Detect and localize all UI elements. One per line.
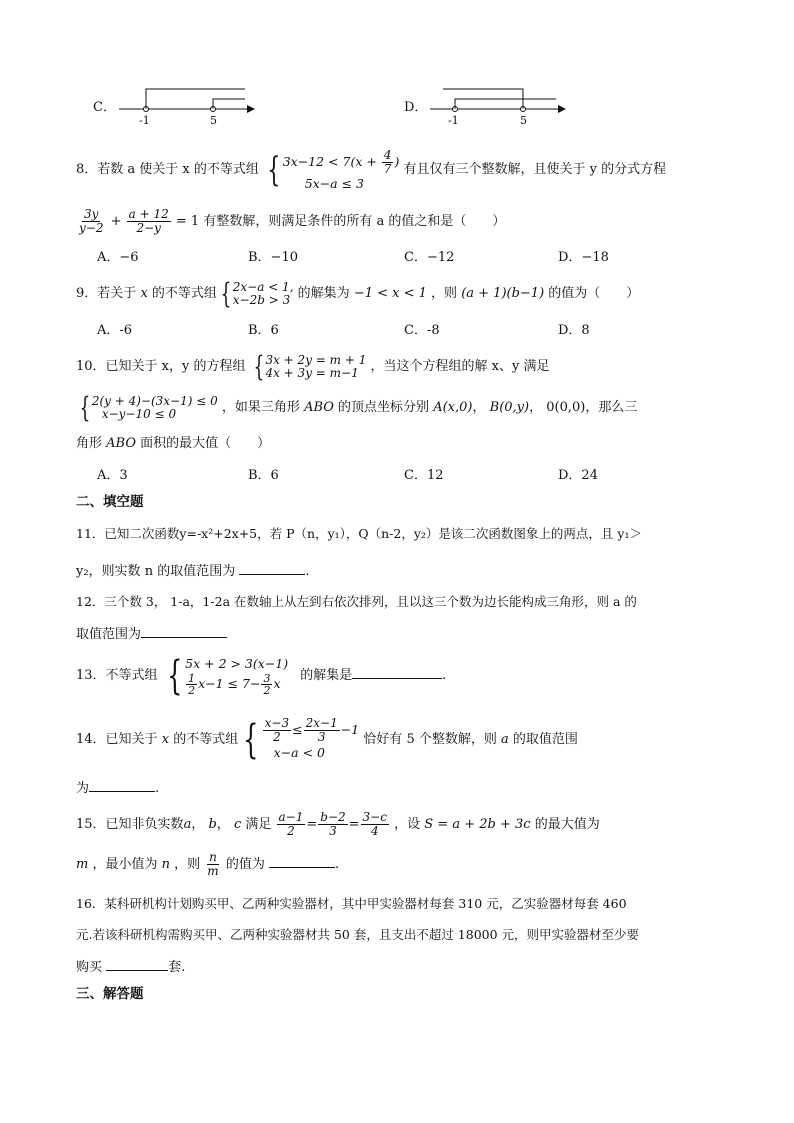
q8-option-c: C．−12 — [404, 250, 455, 265]
q10-line2: { 2(y + 4)−(3x−1) ≤ 0 x−y−10 ≤ 0 ，如果三角形 ABO 的顶点坐标分别 A(x,0)， B(0,y)， 0(0,0)，那么三 — [79, 390, 638, 424]
tick-c-neg1: -1 — [139, 114, 150, 126]
tick-d-5: 5 — [520, 114, 527, 126]
q10-option-a: A．3 — [97, 468, 128, 483]
q11-answer-blank — [239, 562, 305, 575]
q15-answer-blank — [269, 855, 335, 868]
q11-line2: y₂，则实数 n 的取值范围为 . — [76, 564, 310, 579]
q8-line2: $\frac{3y}{y-2}$ + $\frac{a + 12}{2-y}$ = 1 有整数解，则满足条件的所有 a 的值之和是（ ） — [79, 207, 506, 235]
q10-option-c: C．12 — [404, 468, 444, 483]
q10-line1: 10．已知关于 x，y 的方程组 { 3x + 2y = m + 1 4x + 3y = m−1 ，当这个方程组的解 x、y 满足 — [76, 349, 550, 383]
q16-line2: 元.若该科研机构需购买甲、乙两种实验器材共 50 套，且支出不超过 18000 元，则甲实验器材至少要 — [76, 927, 640, 942]
tick-d-neg1: -1 — [448, 114, 459, 126]
q12-line2: 取值范围为 — [76, 625, 227, 643]
q14-line1: 14．已知关于 x 的不等式组 { $\frac{x-3}{2}$ ≤ $\frac{2x-1}{3}$ −1 x−a < 0 恰好有 5 个整数解，则 a 的取值范围 — [76, 716, 578, 763]
tick-c-5: 5 — [210, 114, 217, 126]
number-line-c — [115, 82, 255, 126]
q14-answer-blank — [89, 779, 155, 792]
q12-line1: 12．三个数 3， 1-a，1-2a 在数轴上从左到右依次排列，且以这三个数为边长能构成三角形，则 a 的 — [76, 594, 637, 609]
q11-line1: 11．已知二次函数y=-x²+2x+5，若 P（n，y₁），Q（n-2，y₂）是该二次函数图象上的两点，且 y₁＞ — [76, 526, 642, 541]
q13-line: 13．不等式组 { 5x + 2 > 3(x−1) $\frac{1}{2}$ x−1 ≤ 7− $\frac{3}{2}$ x 的解集是 . — [76, 652, 447, 699]
q8-line1: 8．若数 a 使关于 x 的不等式组 { 3x−12 < 7(x + $\frac{4}{7}$ ) 5x−a ≤ 3 有且仅有三个整数解，且使关于 y 的分式方程 — [76, 147, 667, 191]
q10-option-b: B．6 — [248, 468, 279, 483]
q8-option-a: A．−6 — [97, 250, 139, 265]
q16-line3: 购买 套. — [76, 960, 186, 975]
q12-answer-blank — [141, 625, 227, 638]
q9-option-b: B．6 — [248, 323, 279, 338]
section-heading-fill-in: 二、填空题 — [76, 494, 144, 510]
q10-line3: 角形 ABO 面积的最大值（ ） — [76, 436, 271, 451]
section-heading-solve: 三、解答题 — [76, 986, 144, 1002]
number-line-d — [426, 82, 566, 126]
option-c-label: C． — [93, 100, 116, 115]
q16-answer-blank — [106, 958, 168, 971]
q9-option-c: C．-8 — [404, 323, 440, 338]
q16-line1: 16．某科研机构计划购买甲、乙两种实验器材，其中甲实验器材每套 310 元，乙实验器材每套 460 — [76, 896, 627, 911]
option-d-label: D． — [404, 100, 428, 115]
q15-line2: m ，最小值为 n ，则 $\frac{n}{m}$ 的值为 . — [76, 850, 340, 878]
q14-line2: 为 . — [76, 781, 160, 796]
q8-option-b: B．−10 — [248, 250, 298, 265]
q15-line1: 15．已知非负实数a， b， c 满足 $\frac{a-1}{2}$ = $\frac{b-2}{3}$ = $\frac{3-c}{4}$ ，设 S = a + 2b + 3c 的最大值为 — [76, 810, 600, 838]
q9-option-a: A．-6 — [97, 323, 133, 338]
q9-option-d: D．8 — [558, 323, 590, 338]
q9-line: 9．若关于 x 的不等式组 { 2x−a < 1, x−2b > 3 的解集为 −1 < x < 1 ，则 (a + 1)(b−1) 的值为（ ） — [76, 276, 640, 310]
q13-answer-blank — [352, 666, 442, 679]
q10-option-d: D．24 — [558, 468, 598, 483]
q8-option-d: D．−18 — [558, 250, 609, 265]
